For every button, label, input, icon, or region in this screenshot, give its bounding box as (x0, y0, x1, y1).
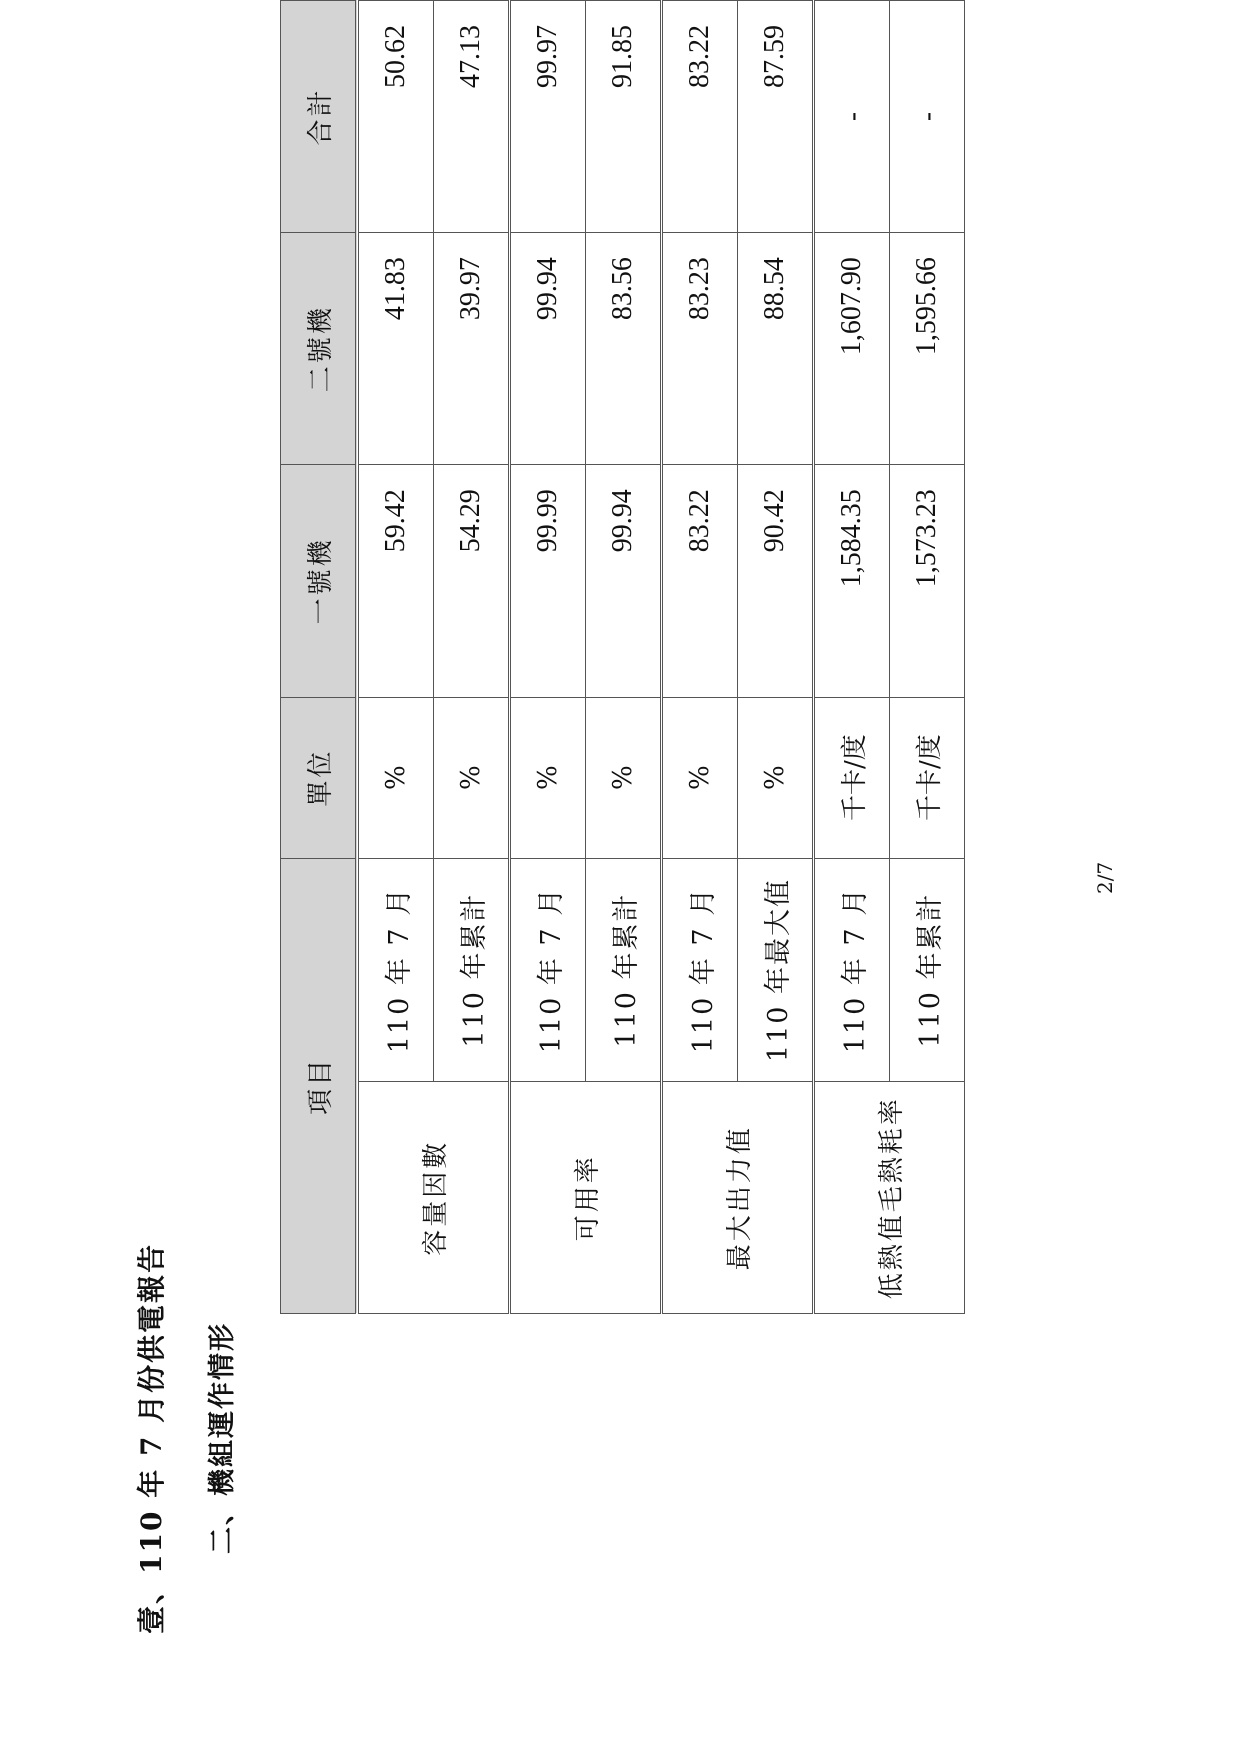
unit-cell: % (738, 697, 814, 858)
unit2-value: 1,607.90 (814, 233, 890, 465)
total-value: 91.85 (586, 1, 662, 233)
total-value: 99.97 (510, 1, 586, 233)
period-cell: 110 年 7 月 (814, 858, 890, 1082)
total-value: - (814, 1, 890, 233)
unit1-value: 59.42 (357, 465, 434, 697)
header-item: 項目 (281, 858, 358, 1313)
table-row (357, 1, 434, 1314)
period-cell: 110 年累計 (890, 858, 965, 1082)
header-unit2: 二號機 (281, 233, 358, 465)
unit1-value: 99.94 (586, 465, 662, 697)
table-row (814, 1, 890, 1314)
total-value: - (890, 1, 965, 233)
period-cell: 110 年累計 (434, 858, 510, 1082)
period-cell: 110 年 7 月 (510, 858, 586, 1082)
unit-cell: % (662, 697, 738, 858)
total-value: 50.62 (357, 1, 434, 233)
unit2-value: 83.56 (586, 233, 662, 465)
page-number: 2/7 (1093, 861, 1117, 894)
unit1-value: 54.29 (434, 465, 510, 697)
period-cell: 110 年 7 月 (662, 858, 738, 1082)
table-header-row (281, 1, 358, 1314)
unit-cell: % (586, 697, 662, 858)
period-cell: 110 年累計 (586, 858, 662, 1082)
report-title: 壹、110 年 7 月份供電報告 (135, 1242, 168, 1634)
header-total: 合計 (281, 1, 358, 233)
period-cell: 110 年 7 月 (357, 858, 434, 1082)
unit1-value: 90.42 (738, 465, 814, 697)
unit1-value: 1,584.35 (814, 465, 890, 697)
unit2-value: 41.83 (357, 233, 434, 465)
period-cell: 110 年最大值 (738, 858, 814, 1082)
unit2-value: 83.23 (662, 233, 738, 465)
total-value: 47.13 (434, 1, 510, 233)
total-value: 87.59 (738, 1, 814, 233)
unit-cell: % (510, 697, 586, 858)
table-row (662, 1, 738, 1314)
unit1-value: 83.22 (662, 465, 738, 697)
group-label: 低熱值毛熱耗率 (814, 1082, 965, 1314)
unit-cell: % (434, 697, 510, 858)
header-unit: 單位 (281, 697, 358, 858)
unit2-value: 99.94 (510, 233, 586, 465)
unit2-value: 88.54 (738, 233, 814, 465)
unit2-value: 39.97 (434, 233, 510, 465)
group-label: 容量因數 (357, 1082, 510, 1314)
table-row (510, 1, 586, 1314)
section-heading: 二、機組運作情形 (207, 1322, 238, 1554)
unit-cell: % (357, 697, 434, 858)
unit1-value: 99.99 (510, 465, 586, 697)
unit-cell: 千卡/度 (890, 697, 965, 858)
group-label: 可用率 (510, 1082, 662, 1314)
unit-operation-table (280, 0, 965, 1314)
header-unit1: 一號機 (281, 465, 358, 697)
group-label: 最大出力值 (662, 1082, 814, 1314)
unit1-value: 1,573.23 (890, 465, 965, 697)
unit2-value: 1,595.66 (890, 233, 965, 465)
total-value: 83.22 (662, 1, 738, 233)
unit-cell: 千卡/度 (814, 697, 890, 858)
